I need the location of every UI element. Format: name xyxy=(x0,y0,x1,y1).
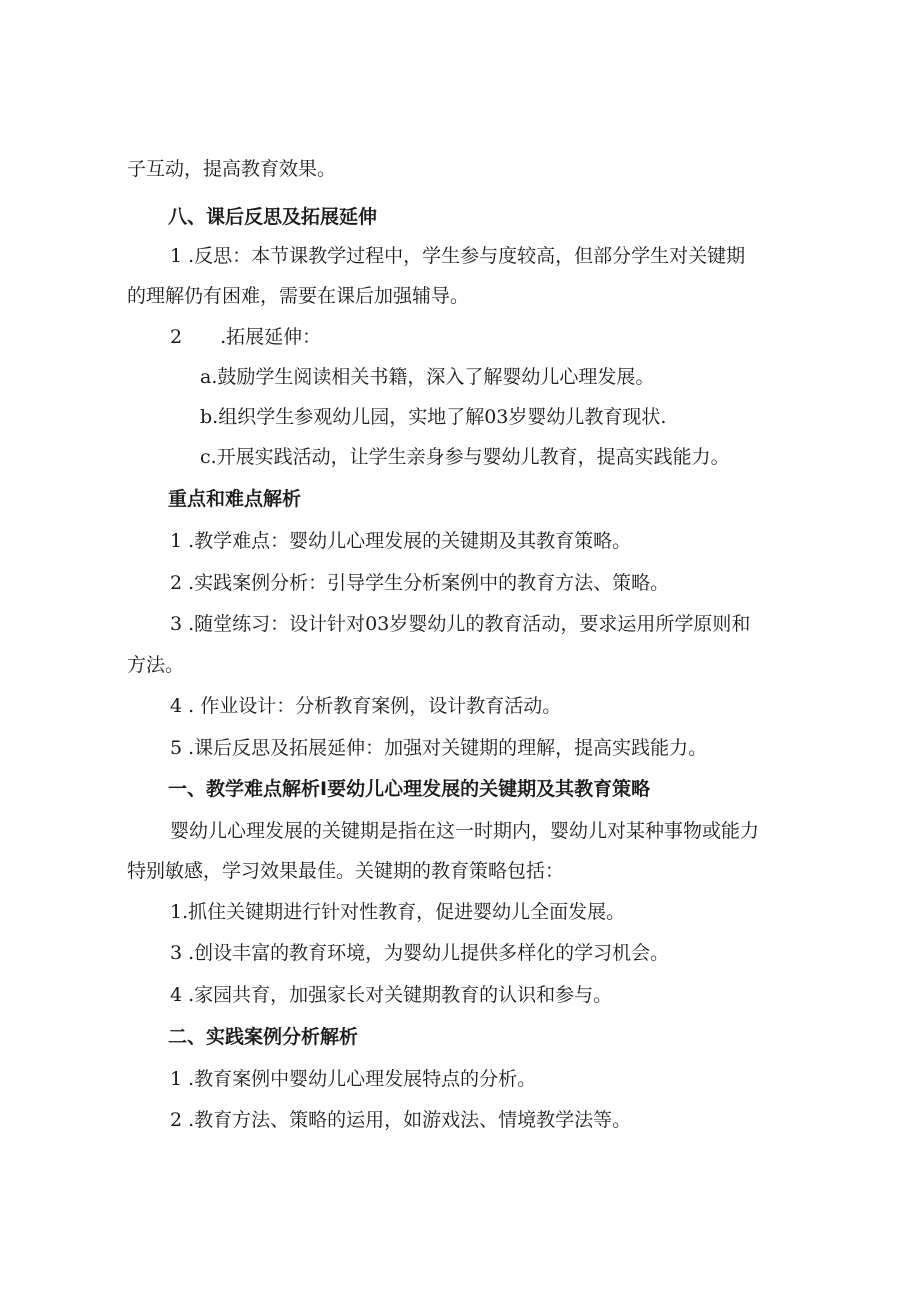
section-heading-key-points: 重点和难点解析 xyxy=(168,488,302,510)
extension-item-2: 2 .拓展延伸： xyxy=(170,326,322,348)
reflection-item-1-line-1: 1 .反思：本节课教学过程中，学生参与度较高，但部分学生对关键期 xyxy=(170,245,746,267)
strategy-item-3: 3 .创设丰富的教育环境，为婴幼儿提供多样化的学习机会。 xyxy=(170,942,670,964)
strategy-item-4: 4 .家园共育，加强家长对关键期教育的认识和参与。 xyxy=(170,984,613,1006)
key-point-4: 4 . 作业设计：分析教育案例，设计教育活动。 xyxy=(170,695,562,717)
paragraph-continuation: 子互动，提高教育效果。 xyxy=(127,158,337,180)
key-point-1: 1 .教学难点：婴幼儿心理发展的关键期及其教育策略。 xyxy=(170,530,632,552)
extension-subitem-c: c.开展实践活动，让学生亲身参与婴幼儿教育，提高实践能力。 xyxy=(200,446,730,468)
difficulty-paragraph-line-1: 婴幼儿心理发展的关键期是指在这一时期内，婴幼儿对某种事物或能力 xyxy=(170,820,760,842)
extension-subitem-a: a.鼓励学生阅读相关书籍，深入了解婴幼儿心理发展。 xyxy=(200,366,655,388)
section-heading-case-analysis: 二、实践案例分析解析 xyxy=(168,1026,359,1048)
reflection-item-1-line-2: 的理解仍有困难，需要在课后加强辅导。 xyxy=(127,285,470,307)
key-point-5: 5 .课后反思及拓展延伸：加强对关键期的理解，提高实践能力。 xyxy=(170,737,708,759)
key-point-2: 2 .实践案例分析：引导学生分析案例中的教育方法、策略。 xyxy=(170,572,670,594)
section-heading-difficulty: 一、教学难点解析I要幼儿心理发展的关键期及其教育策略 xyxy=(168,778,651,800)
strategy-item-1: 1.抓住关键期进行针对性教育，促进婴幼儿全面发展。 xyxy=(170,901,626,923)
case-item-1: 1 .教育案例中婴幼儿心理发展特点的分析。 xyxy=(170,1068,537,1090)
key-point-3-line-1: 3 .随堂练习：设计针对03岁婴幼儿的教育活动，要求运用所学原则和 xyxy=(170,613,751,635)
case-item-2: 2 .教育方法、策略的运用，如游戏法、情境教学法等。 xyxy=(170,1109,632,1131)
key-point-3-line-2: 方法。 xyxy=(127,654,185,676)
difficulty-paragraph-line-2: 特别敏感，学习效果最佳。关键期的教育策略包括： xyxy=(127,860,565,882)
extension-subitem-b: b.组织学生参观幼儿园，实地了解03岁婴幼儿教育现状. xyxy=(200,406,667,428)
section-heading-reflection: 八、课后反思及拓展延伸 xyxy=(168,206,378,228)
